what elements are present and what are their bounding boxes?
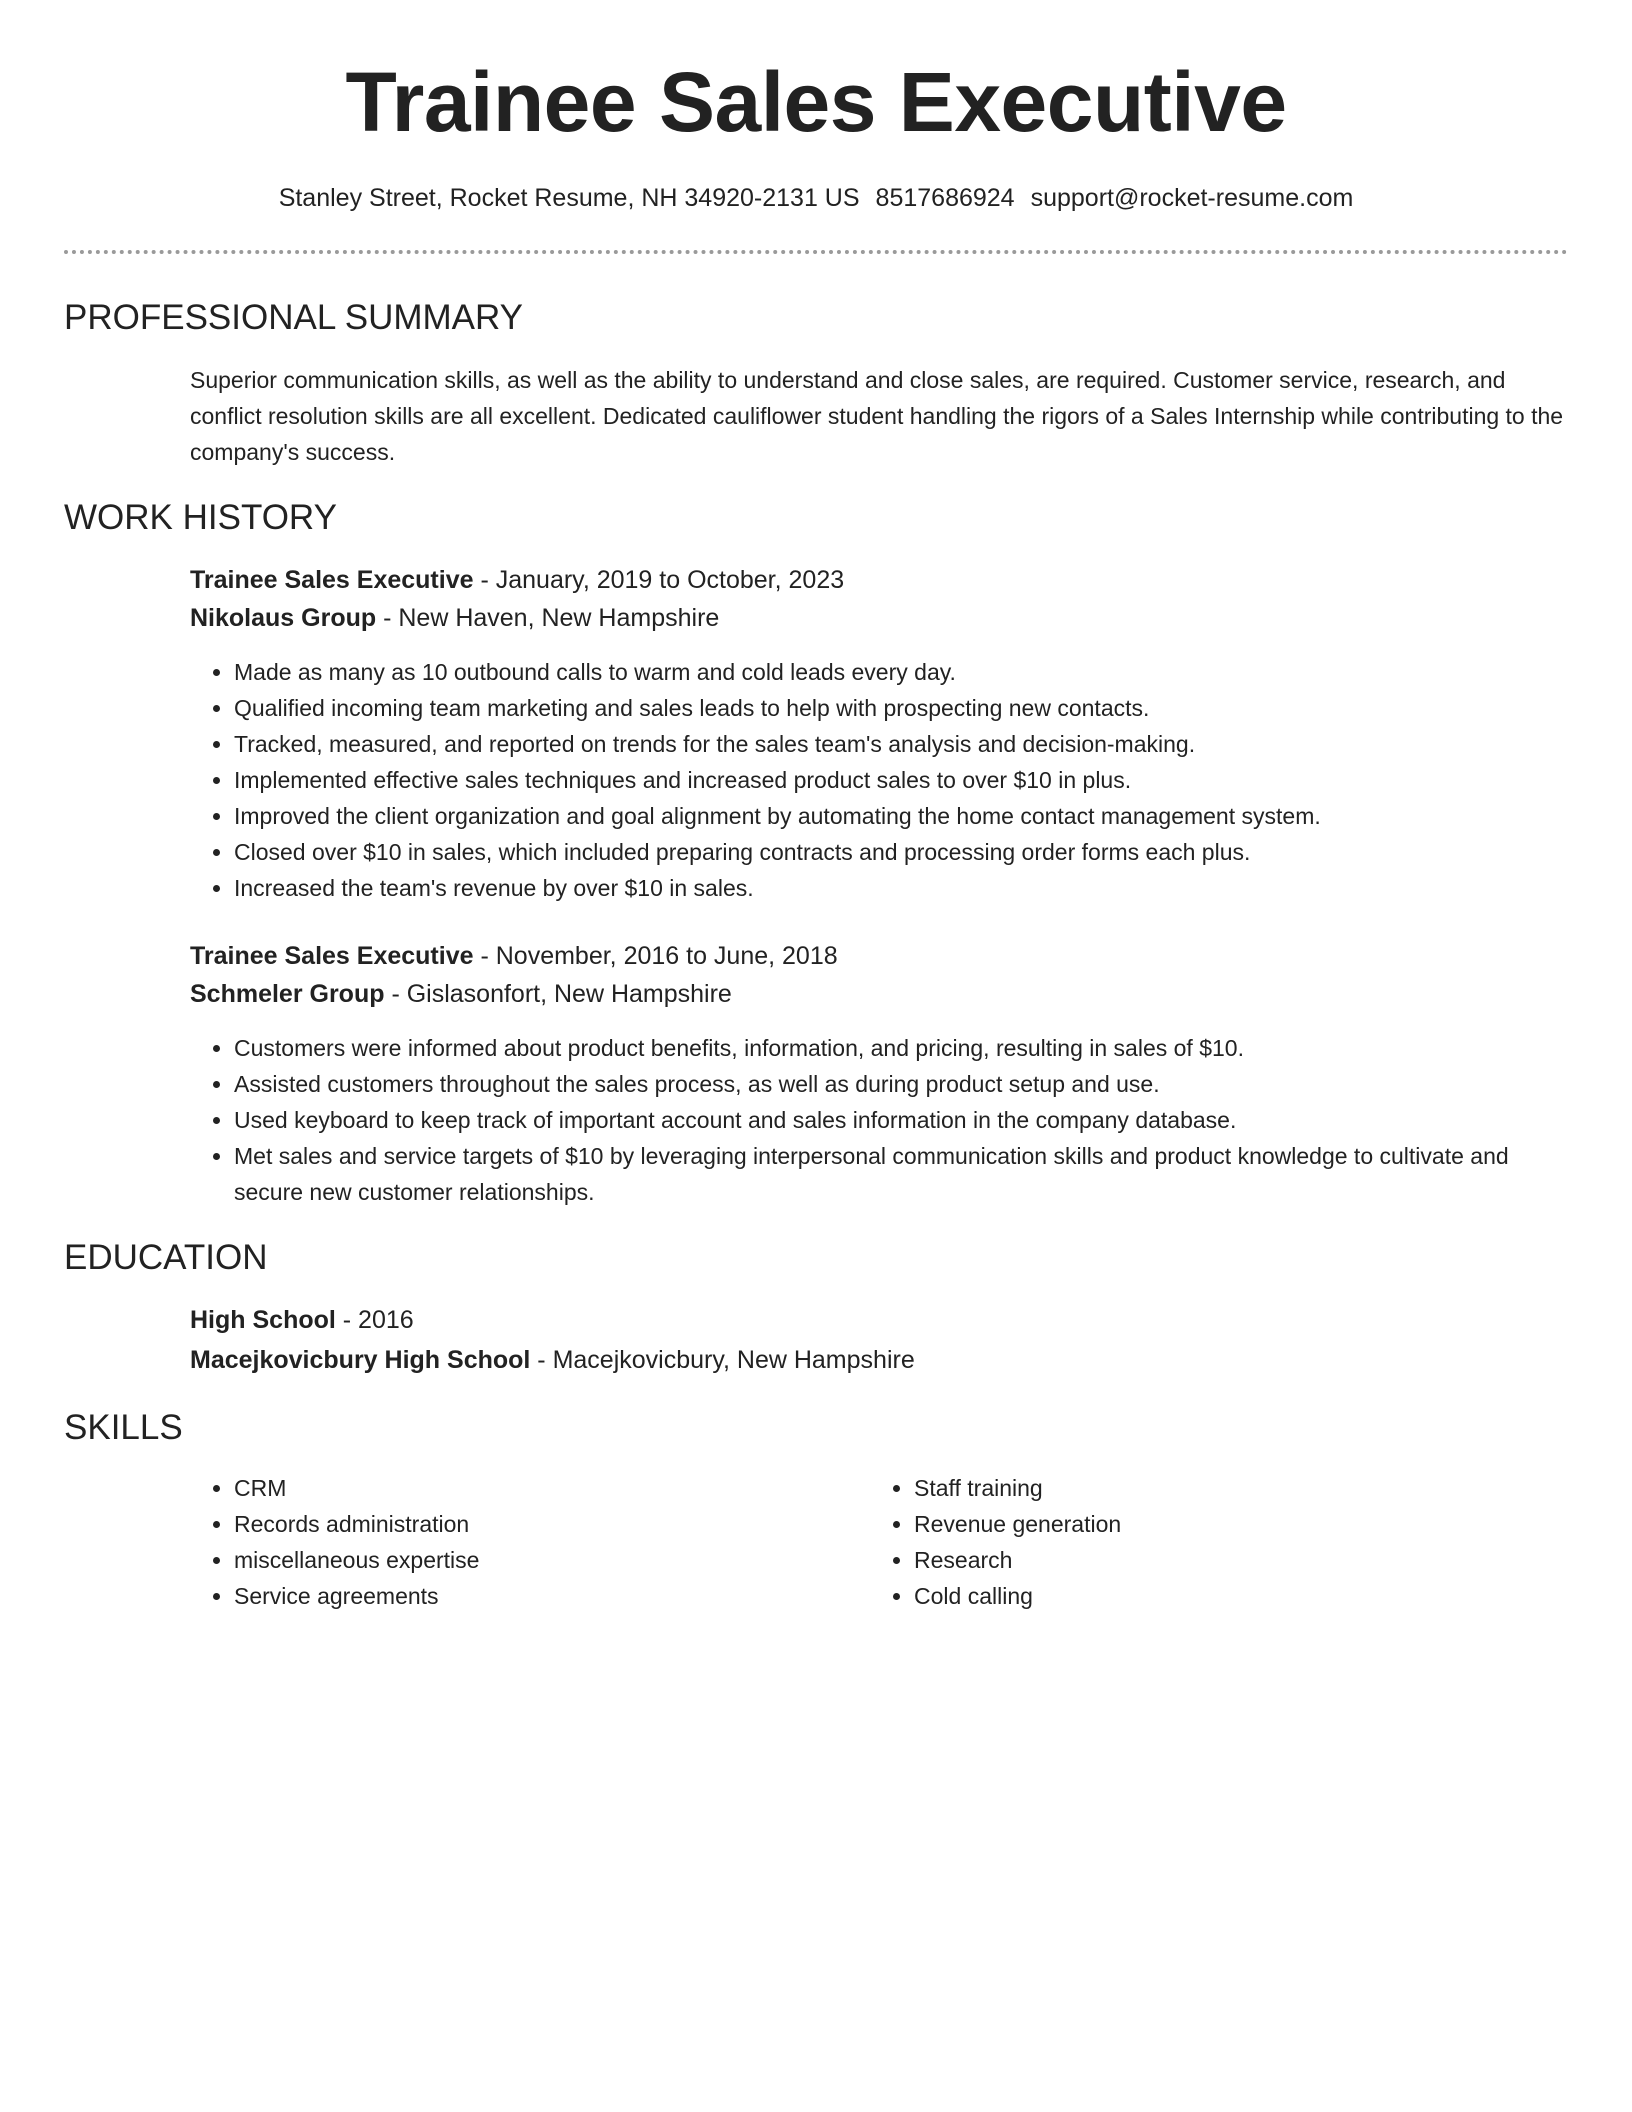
- list-item: • Closed over $10 in sales, which included preparing contracts and processing order forms each plus.: [234, 834, 1568, 870]
- skill-item: • Service agreements: [234, 1578, 862, 1614]
- skills-left-column: [190, 1470, 862, 1614]
- candidate-name: Trainee Sales Executive: [345, 55, 1287, 149]
- job-2-dates: - November, 2016 to June, 2018: [473, 942, 838, 970]
- contact-address: Stanley Street, Rocket Resume, NH 34920-2131 US: [278, 184, 860, 212]
- list-item: • Increased the team's revenue by over $10 in sales.: [234, 870, 1568, 906]
- education-school: Macejkovicbury High School: [190, 1346, 531, 1374]
- list-item: • Customers were informed about product benefits, information, and pricing, resulting in sales of $10.: [234, 1030, 1568, 1066]
- list-item: • Met sales and service targets of $10 by leveraging interpersonal communication skills and product knowledge to cultivate and secure new customer relationships.: [234, 1138, 1568, 1210]
- summary-heading: PROFESSIONAL SUMMARY: [64, 298, 523, 337]
- skill-item: • Cold calling: [914, 1578, 1568, 1614]
- list-item: • Made as many as 10 outbound calls to warm and cold leads every day.: [234, 654, 1568, 690]
- list-item: • Used keyboard to keep track of important account and sales information in the company database.: [234, 1102, 1568, 1138]
- skill-item: • Revenue generation: [914, 1506, 1568, 1542]
- job-2-company-line: [190, 976, 1568, 1012]
- education-school-line: [190, 1342, 1568, 1378]
- header-divider: [64, 250, 1568, 254]
- skills-right-column: [870, 1470, 1568, 1614]
- job-2-role: Trainee Sales Executive: [190, 942, 474, 970]
- education-degree: High School: [190, 1306, 336, 1334]
- job-1-location: - New Haven, New Hampshire: [376, 604, 720, 632]
- resume-page: [64, 0, 1568, 2112]
- list-item: • Tracked, measured, and reported on trends for the sales team's analysis and decision-making.: [234, 726, 1568, 762]
- skill-item: • miscellaneous expertise: [234, 1542, 862, 1578]
- work-history-heading: WORK HISTORY: [64, 498, 337, 537]
- contact-phone: 8517686924: [875, 184, 1015, 212]
- contact-email: support@rocket-resume.com: [1030, 184, 1354, 212]
- job-1-title-line: [190, 562, 1568, 598]
- job-2-bullets: [190, 1030, 1568, 1210]
- job-2-location: - Gislasonfort, New Hampshire: [384, 980, 732, 1008]
- job-1-bullets: [190, 654, 1568, 906]
- job-1-company-line: [190, 600, 1568, 636]
- list-item: • Assisted customers throughout the sales process, as well as during product setup and use.: [234, 1066, 1568, 1102]
- education-location: - Macejkovicbury, New Hampshire: [530, 1346, 915, 1374]
- job-1-dates: - January, 2019 to October, 2023: [473, 566, 845, 594]
- education-year: - 2016: [335, 1306, 414, 1334]
- job-1-role: Trainee Sales Executive: [190, 566, 474, 594]
- summary-text: Superior communication skills, as well as the ability to understand and close sales, are required. Customer service, research, and conflict resolution skills are all excellent. Dedicated cauliflower student handling the rigors of a Sales Internship while contributing to the company's success.: [190, 367, 1564, 465]
- list-item: • Qualified incoming team marketing and sales leads to help with prospecting new contacts.: [234, 690, 1568, 726]
- skill-item: • Research: [914, 1542, 1568, 1578]
- education-degree-line: [190, 1302, 1568, 1338]
- skill-item: • Staff training: [914, 1470, 1568, 1506]
- job-2-title-line: [190, 938, 1568, 974]
- job-2-company: Schmeler Group: [190, 980, 385, 1008]
- job-1-company: Nikolaus Group: [190, 604, 377, 632]
- skill-item: • Records administration: [234, 1506, 862, 1542]
- skill-item: • CRM: [234, 1470, 862, 1506]
- contact-line: [64, 180, 1568, 216]
- skills-heading: SKILLS: [64, 1408, 183, 1447]
- list-item: • Improved the client organization and goal alignment by automating the home contact management system.: [234, 798, 1568, 834]
- list-item: • Implemented effective sales techniques and increased product sales to over $10 in plus.: [234, 762, 1568, 798]
- education-heading: EDUCATION: [64, 1238, 268, 1277]
